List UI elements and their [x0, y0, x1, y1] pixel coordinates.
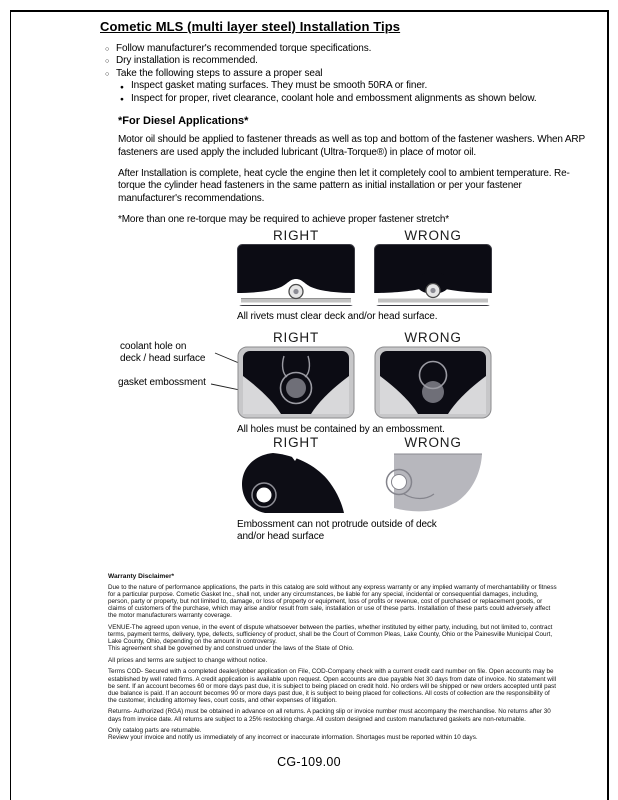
hole-embossment-wrong-diagram: [374, 346, 492, 419]
diesel-applications-section: [118, 115, 588, 235]
warranty-heading: Warranty Disclaimer*: [108, 573, 175, 580]
embossment-protrusion-right-figure: [237, 450, 355, 516]
tip-item-1: ○ Follow manufacturer's recommended torque specifications.: [116, 43, 537, 55]
warranty-paragraph-invoice: Review your invoice and notify us immediately of any incorrect or inaccurate information. Shortages must be reported within 10 days.: [108, 734, 478, 742]
page-title: Cometic MLS (multi layer steel) Installation Tips: [100, 19, 401, 34]
row2-caption: All holes must be contained by an embossment.: [237, 424, 445, 435]
warranty-paragraph-returns: Returns- Authorized (RGA) must be obtained in advance on all returns. A packing slip or invoice number must accompany the merchandise. No returns after 30 days from invoice date. All returns are subject to a 25% restocking charge. All custom designed and custom manufactured gaskets are non-returnable.: [108, 708, 551, 723]
hole-embossment-right-figure: [237, 346, 355, 419]
diesel-paragraph-1: Motor oil should be applied to fastener threads as well as top and bottom of the fastener washers. When ARP fasteners are used apply the included lubricant (Ultra-Torque®) in place of motor oil.: [118, 134, 585, 158]
catalog-code: CG-109.00: [277, 755, 341, 769]
gasket-embossment-annotation: gasket embossment: [118, 377, 206, 388]
rivet-clearance-wrong-figure: [374, 244, 492, 306]
coolant-hole-annotation-line2: deck / head surface: [120, 352, 206, 364]
row3-caption-line1: Embossment can not protrude outside of deck: [237, 519, 437, 530]
rivet-clearance-right-diagram: [237, 244, 355, 306]
hole-embossment-right-diagram: [237, 346, 355, 419]
sub-tip-item-1: ● Inspect gasket mating surfaces. They must be smooth 50RA or finer.: [131, 80, 537, 92]
embossment-protrusion-wrong-figure: [374, 450, 492, 516]
tip-item-3: ○ Take the following steps to assure a proper seal: [116, 68, 537, 80]
embossment-protrusion-wrong-diagram: [374, 450, 492, 516]
warranty-paragraph-terms: Terms COD- Secured with a completed dealer/jobber application on File, COD-Company check with a current credit card number on file. Open accounts may be established by well rated firms. A credit application is available upon request. Open accounts are due payable Net 30 days from date of invoice. No statement will be sent. If an account becomes 60 or more days past due, it is subject to being placed on credit hold. No orders will be shipped or new orders accepted until past due balance is paid. If an account becomes 90 or more days past due, it is subject to being placed for collections. All costs of collection are the responsibility of the customer, including attorney fees, court costs, and other expenses of litigation.: [108, 668, 557, 704]
warranty-disclaimer: [108, 573, 560, 746]
diesel-heading: *For Diesel Applications*: [118, 115, 249, 127]
retorque-note: *More than one re-torque may be required to achieve proper fastener stretch*: [118, 213, 450, 225]
warranty-paragraph-returnable: Only catalog parts are returnable.: [108, 727, 202, 735]
row1-wrong-label: WRONG: [404, 228, 462, 243]
hole-embossment-wrong-figure: [374, 346, 492, 419]
installation-tips-list: [116, 43, 537, 105]
warranty-paragraph-1: Due to the nature of performance applications, the parts in this catalog are sold without any express warranty or any implied warranty of merchantability or fitness for a particular purpose. Cometic Gasket Inc., shall not, under any circumstances, be liable for any special, incidental or consequential damages, including, person, party or property, but not limited to, damage, or loss of property or equipment, loss of profits or revenue, cost of purchased or replacement goods, or claims of customers of the purchase, which may arise and/or result from sale, installation or use of these parts. Installation of these parts could adversely affect the motor manufacturers warranty coverage.: [108, 584, 557, 620]
warranty-paragraph-governing-law: This agreement shall be governed by and construed under the laws of the State of Ohio.: [108, 645, 354, 653]
row2-wrong-label: WRONG: [404, 330, 462, 345]
warranty-paragraph-prices: All prices and terms are subject to change without notice.: [108, 656, 268, 664]
row3-wrong-label: WRONG: [404, 435, 462, 450]
warranty-paragraph-venue: VENUE-The agreed upon venue, in the event of dispute whatsoever between the parties, whether instituted by either party, including, but not limited to, contract terms, payment terms, delivery, type, defects, sufficiency of product, shall be the Court of Common Pleas, Lake County, Ohio or the Painesville Municipal Court, Lake County, Ohio, depending on the amount in controversy.: [108, 623, 553, 646]
row2-right-label: RIGHT: [273, 330, 319, 345]
coolant-hole-annotation-line1: coolant hole on: [120, 341, 187, 352]
rivet-clearance-wrong-diagram: [374, 244, 492, 306]
row1-right-label: RIGHT: [273, 228, 319, 243]
embossment-protrusion-right-diagram: [237, 450, 355, 516]
row1-caption: All rivets must clear deck and/or head surface.: [237, 311, 438, 322]
row3-caption-line2: and/or head surface: [237, 531, 325, 542]
row3-right-label: RIGHT: [273, 435, 319, 450]
rivet-clearance-right-figure: [237, 244, 355, 306]
tip-item-2: ○ Dry installation is recommended.: [116, 55, 537, 67]
coolant-hole-annotation: [120, 341, 205, 364]
diesel-paragraph-2: After Installation is complete, heat cycle the engine then let it completely cool to ambient temperature. Re-torque the cylinder head fasteners in the same pattern as initial installation or per your fastener manufacturer's recommendations.: [118, 167, 570, 205]
sub-tip-item-2: ● Inspect for proper, rivet clearance, coolant hole and embossment alignments as shown below.: [131, 93, 537, 105]
